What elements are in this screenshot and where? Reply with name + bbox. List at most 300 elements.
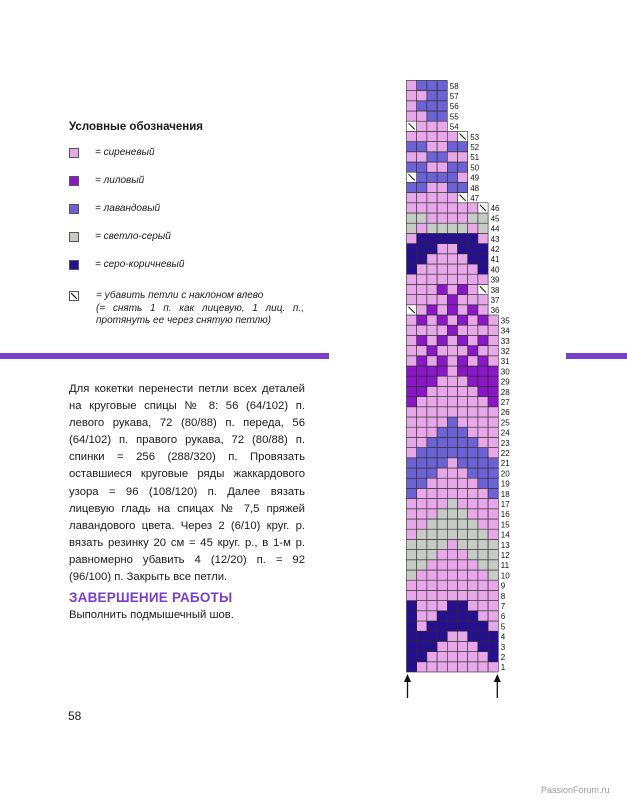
chart-cell — [447, 652, 457, 662]
chart-cell — [458, 356, 468, 366]
chart-cell — [468, 468, 478, 478]
chart-cell — [407, 611, 417, 621]
chart-cell — [447, 305, 457, 315]
chart-cell — [478, 519, 488, 529]
chart-cell — [437, 519, 447, 529]
row-number-label: 58 — [449, 81, 459, 91]
chart-cell — [468, 325, 478, 335]
chart-cell — [447, 152, 457, 162]
chart-cell — [447, 315, 457, 325]
chart-cell — [468, 570, 478, 580]
chart-cell — [488, 356, 498, 366]
chart-cell — [437, 142, 447, 152]
chart-cell — [458, 182, 468, 192]
instruction-text: Для кокетки перенести петли всех деталей на круговые спицы № 8: 56 (64/102) п. левого рукава, 72 (80/88) п. переда, 56 (64/102) п. правого рукава, 72 (80/88) п. спинки = 256 (288/320) п. Провязать оставшиеся круговые ряды жаккардового узора = 96 (108/120) п. Далее вязать лицевую гладь на спицах № 7,5 пряжей лавандового цвета. Через 2 (6/10) круг. р. вязать резинку 20 см = 45 круг. р., в 1-м р. равномерно убавить 4 (12/20) п. = 92 (96/100) п. Закрыть все петли. — [69, 383, 305, 584]
chart-cell — [407, 386, 417, 396]
chart-cell — [407, 193, 417, 203]
chart-cell — [458, 254, 468, 264]
chart-cell — [478, 386, 488, 396]
chart-cell — [407, 131, 417, 141]
row-number-label: 31 — [500, 357, 510, 367]
chart-cell — [478, 223, 488, 233]
chart-cell — [427, 570, 437, 580]
chart-cell — [407, 478, 417, 488]
chart-cell — [427, 193, 437, 203]
chart-cell — [488, 366, 498, 376]
chart-cell — [447, 223, 457, 233]
chart-cell — [478, 662, 488, 672]
chart-cell — [427, 346, 437, 356]
chart-cell — [468, 631, 478, 641]
chart-cell — [417, 397, 427, 407]
chart-cell — [447, 631, 457, 641]
chart-cell — [447, 233, 457, 243]
direction-arrow-icon — [404, 674, 411, 682]
chart-cell — [458, 499, 468, 509]
chart-cell — [437, 590, 447, 600]
chart-cell — [458, 468, 468, 478]
chart-cell — [447, 468, 457, 478]
chart-cell — [437, 335, 447, 345]
chart-cell — [488, 468, 498, 478]
chart-cell — [427, 80, 437, 90]
chart-cell — [447, 539, 457, 549]
chart-cell — [407, 284, 417, 294]
chart-cell — [468, 346, 478, 356]
row-number-label: 29 — [500, 377, 510, 387]
chart-cell — [468, 356, 478, 366]
chart-cell — [458, 519, 468, 529]
chart-cell — [478, 356, 488, 366]
section-title: ЗАВЕРШЕНИЕ РАБОТЫ — [69, 590, 233, 605]
chart-cell — [427, 662, 437, 672]
chart-cell — [468, 305, 478, 315]
chart-cell — [468, 478, 478, 488]
chart-cell — [458, 152, 468, 162]
chart-cell — [478, 305, 488, 315]
chart-cell — [407, 550, 417, 560]
chart-cell — [458, 315, 468, 325]
chart-cell — [407, 142, 417, 152]
chart-cell — [478, 641, 488, 651]
chart-cell — [427, 264, 437, 274]
row-number-label: 56 — [449, 102, 459, 112]
chart-cell — [417, 417, 427, 427]
chart-cell — [458, 478, 468, 488]
chart-cell — [478, 254, 488, 264]
chart-cell — [427, 101, 437, 111]
row-number-label: 53 — [470, 132, 480, 142]
chart-cell — [458, 142, 468, 152]
chart-cell — [437, 560, 447, 570]
chart-cell — [458, 223, 468, 233]
chart-cell — [488, 397, 498, 407]
chart-cell — [488, 478, 498, 488]
chart-cell — [437, 315, 447, 325]
chart-cell — [447, 488, 457, 498]
chart-cell — [407, 264, 417, 274]
row-number-label: 18 — [500, 489, 510, 499]
row-number-label: 23 — [500, 438, 510, 448]
chart-cell — [458, 652, 468, 662]
legend-label: = сиреневый — [95, 147, 155, 158]
chart-cell — [437, 325, 447, 335]
chart-cell — [407, 519, 417, 529]
chart-cell — [468, 417, 478, 427]
chart-cell — [488, 631, 498, 641]
chart-cell — [458, 386, 468, 396]
chart-cell — [478, 437, 488, 447]
chart-cell — [488, 509, 498, 519]
row-number-label: 40 — [490, 265, 500, 275]
chart-cell — [417, 580, 427, 590]
row-number-label: 13 — [500, 540, 510, 550]
row-number-label: 25 — [500, 418, 510, 428]
chart-cell — [427, 142, 437, 152]
chart-cell — [488, 611, 498, 621]
row-number-label: 54 — [449, 122, 459, 132]
chart-cell — [458, 346, 468, 356]
chart-cell — [458, 397, 468, 407]
chart-cell — [447, 611, 457, 621]
chart-cell — [427, 437, 437, 447]
chart-cell — [468, 335, 478, 345]
chart-cell — [407, 162, 417, 172]
chart-cell — [437, 131, 447, 141]
chart-cell — [417, 203, 427, 213]
chart-cell — [488, 641, 498, 651]
chart-cell — [458, 376, 468, 386]
chart-cell — [437, 264, 447, 274]
chart-cell — [437, 662, 447, 672]
chart-cell — [447, 386, 457, 396]
chart-cell — [468, 652, 478, 662]
chart-cell — [437, 101, 447, 111]
chart-cell — [407, 254, 417, 264]
chart-cell — [458, 590, 468, 600]
chart-cell — [427, 131, 437, 141]
chart-cell — [427, 488, 437, 498]
chart-cell — [478, 509, 488, 519]
chart-cell — [478, 346, 488, 356]
chart-cell — [458, 417, 468, 427]
chart-cell — [427, 121, 437, 131]
chart-cell — [447, 335, 457, 345]
chart-cell — [447, 550, 457, 560]
chart-cell — [427, 621, 437, 631]
chart-cell — [417, 641, 427, 651]
chart-cell — [488, 560, 498, 570]
chart-cell — [437, 172, 447, 182]
chart-cell — [488, 652, 498, 662]
chart-cell — [478, 448, 488, 458]
chart-cell — [488, 407, 498, 417]
chart-cell — [417, 121, 427, 131]
row-number-label: 8 — [500, 591, 506, 601]
chart-cell — [427, 274, 437, 284]
chart-cell — [427, 478, 437, 488]
chart-cell — [447, 295, 457, 305]
chart-cell — [427, 652, 437, 662]
row-number-label: 47 — [470, 194, 480, 203]
chart-cell — [478, 376, 488, 386]
row-number-label: 15 — [500, 520, 510, 530]
chart-cell — [468, 529, 478, 539]
chart-cell — [417, 91, 427, 101]
chart-cell — [427, 325, 437, 335]
chart-cell — [427, 468, 437, 478]
chart-cell — [458, 203, 468, 213]
chart-cell — [427, 152, 437, 162]
chart-cell — [427, 162, 437, 172]
chart-cell — [437, 244, 447, 254]
chart-cell — [458, 162, 468, 172]
row-number-label: 2 — [500, 653, 506, 662]
chart-cell — [447, 499, 457, 509]
chart-cell — [437, 346, 447, 356]
chart-cell — [488, 601, 498, 611]
chart-cell — [427, 611, 437, 621]
chart-cell — [417, 427, 427, 437]
chart-cell — [488, 570, 498, 580]
row-number-label: 52 — [470, 143, 480, 152]
chart-cell — [478, 407, 488, 417]
chart-cell — [488, 376, 498, 386]
chart-cell — [478, 621, 488, 631]
chart-cell — [407, 601, 417, 611]
chart-cell — [447, 519, 457, 529]
chart-cell — [478, 315, 488, 325]
chart-cell — [458, 284, 468, 294]
chart-cell — [458, 437, 468, 447]
chart-cell — [417, 621, 427, 631]
chart-cell — [437, 356, 447, 366]
chart-cell — [437, 121, 447, 131]
chart-cell — [427, 335, 437, 345]
chart-cell — [488, 458, 498, 468]
row-number-label: 49 — [470, 173, 480, 183]
chart-cell — [447, 417, 457, 427]
chart-cell — [468, 488, 478, 498]
chart-cell — [468, 539, 478, 549]
row-number-label: 38 — [490, 285, 500, 295]
chart-cell — [447, 203, 457, 213]
chart-cell — [407, 641, 417, 651]
chart-cell — [478, 590, 488, 600]
row-number-label: 44 — [490, 224, 500, 234]
row-number-label: 33 — [500, 336, 510, 346]
chart-cell — [417, 162, 427, 172]
row-number-label: 30 — [500, 367, 510, 377]
chart-cell — [427, 223, 437, 233]
chart-cell — [407, 356, 417, 366]
row-number-label: 12 — [500, 551, 510, 560]
chart-cell — [407, 182, 417, 192]
chart-cell — [447, 601, 457, 611]
chart-cell — [458, 172, 468, 182]
chart-cell — [417, 295, 427, 305]
chart-cell — [407, 590, 417, 600]
chart-cell — [417, 601, 427, 611]
chart-cell — [468, 499, 478, 509]
chart-cell — [437, 91, 447, 101]
chart-cell — [458, 448, 468, 458]
chart-cell — [407, 407, 417, 417]
row-number-label: 7 — [500, 602, 506, 611]
chart-cell — [417, 223, 427, 233]
chart-cell — [437, 458, 447, 468]
chart-cell — [437, 274, 447, 284]
row-number-label: 21 — [500, 459, 510, 469]
chart-cell — [447, 172, 457, 182]
chart-cell — [407, 427, 417, 437]
chart-cell — [447, 570, 457, 580]
chart-cell — [478, 499, 488, 509]
row-number-label: 27 — [500, 398, 510, 407]
chart-cell — [447, 142, 457, 152]
chart-cell — [447, 376, 457, 386]
chart-cell — [478, 417, 488, 427]
chart-cell — [417, 101, 427, 111]
chart-cell — [407, 448, 417, 458]
chart-cell — [468, 264, 478, 274]
chart-cell — [427, 305, 437, 315]
chart-cell — [427, 539, 437, 549]
chart-cell — [417, 509, 427, 519]
chart-cell — [447, 641, 457, 651]
chart-cell — [437, 448, 447, 458]
chart-cell — [437, 386, 447, 396]
chart-cell — [437, 468, 447, 478]
chart-cell — [437, 478, 447, 488]
chart-cell — [468, 213, 478, 223]
row-number-label: 24 — [500, 428, 510, 438]
chart-cell — [417, 80, 427, 90]
chart-cell — [407, 458, 417, 468]
chart-cell — [437, 162, 447, 172]
chart-cell — [437, 601, 447, 611]
chart-cell — [478, 611, 488, 621]
chart-cell — [407, 223, 417, 233]
chart-cell — [437, 499, 447, 509]
chart-cell — [437, 509, 447, 519]
row-number-label: 50 — [470, 163, 480, 173]
row-number-label: 42 — [490, 245, 500, 254]
chart-cell — [488, 550, 498, 560]
chart-cell — [458, 233, 468, 243]
chart-cell — [468, 550, 478, 560]
chart-cell — [458, 550, 468, 560]
chart-cell — [407, 213, 417, 223]
chart-cell — [417, 560, 427, 570]
chart-cell — [437, 611, 447, 621]
chart-cell — [427, 448, 437, 458]
chart-cell — [468, 376, 478, 386]
chart-cell — [427, 529, 437, 539]
chart-cell — [447, 397, 457, 407]
row-number-label: 57 — [449, 92, 459, 101]
chart-cell — [458, 529, 468, 539]
chart-cell — [437, 111, 447, 121]
row-number-label: 26 — [500, 408, 510, 418]
chart-cell — [468, 254, 478, 264]
chart-cell — [417, 478, 427, 488]
chart-cell — [417, 407, 427, 417]
chart-cell — [417, 631, 427, 641]
chart-cell — [427, 295, 437, 305]
chart-cell — [478, 560, 488, 570]
chart-cell — [478, 274, 488, 284]
chart-cell — [468, 244, 478, 254]
chart-cell — [488, 488, 498, 498]
row-number-label: 22 — [500, 449, 510, 458]
chart-cell — [488, 427, 498, 437]
chart-cell — [488, 662, 498, 672]
chart-cell — [427, 182, 437, 192]
chart-cell — [447, 274, 457, 284]
chart-cell — [417, 539, 427, 549]
chart-cell — [437, 233, 447, 243]
row-number-label: 32 — [500, 347, 510, 356]
page-number: 58 — [68, 709, 82, 723]
chart-cell — [407, 274, 417, 284]
chart-cell — [417, 386, 427, 396]
chart-cell — [417, 233, 427, 243]
chart-cell — [417, 652, 427, 662]
chart-cell — [447, 193, 457, 203]
chart-cell — [447, 590, 457, 600]
chart-cell — [488, 325, 498, 335]
chart-cell — [417, 519, 427, 529]
chart-cell — [468, 621, 478, 631]
chart-cell — [478, 539, 488, 549]
chart-cell — [417, 274, 427, 284]
legend-label: = лавандовый — [95, 203, 161, 214]
chart-cell — [407, 335, 417, 345]
row-number-label: 35 — [500, 316, 510, 326]
row-number-label: 48 — [470, 183, 480, 193]
chart-cell — [427, 519, 437, 529]
chart-cell — [488, 499, 498, 509]
chart-cell — [447, 509, 457, 519]
chart-cell — [407, 325, 417, 335]
chart-cell — [427, 499, 437, 509]
decrease-note: (= снять 1 п. как лицевую, 1 лиц. п., протянуть ее через снятую петлю) — [96, 302, 304, 326]
chart-cell — [478, 570, 488, 580]
chart-cell — [417, 437, 427, 447]
chart-cell — [437, 376, 447, 386]
chart-cell — [468, 560, 478, 570]
chart-cell — [427, 172, 437, 182]
chart-cell — [417, 131, 427, 141]
chart-cell — [417, 111, 427, 121]
chart-cell — [437, 305, 447, 315]
chart-cell — [458, 407, 468, 417]
chart-cell — [427, 458, 437, 468]
chart-cell — [488, 315, 498, 325]
chart-cell — [417, 499, 427, 509]
chart-cell — [407, 580, 417, 590]
chart-cell — [468, 295, 478, 305]
chart-cell — [407, 366, 417, 376]
chart-cell — [478, 458, 488, 468]
chart-cell — [468, 233, 478, 243]
chart-cell — [478, 213, 488, 223]
chart-cell — [488, 437, 498, 447]
chart-cell — [407, 397, 417, 407]
row-number-label: 11 — [500, 561, 510, 571]
chart-cell — [458, 570, 468, 580]
